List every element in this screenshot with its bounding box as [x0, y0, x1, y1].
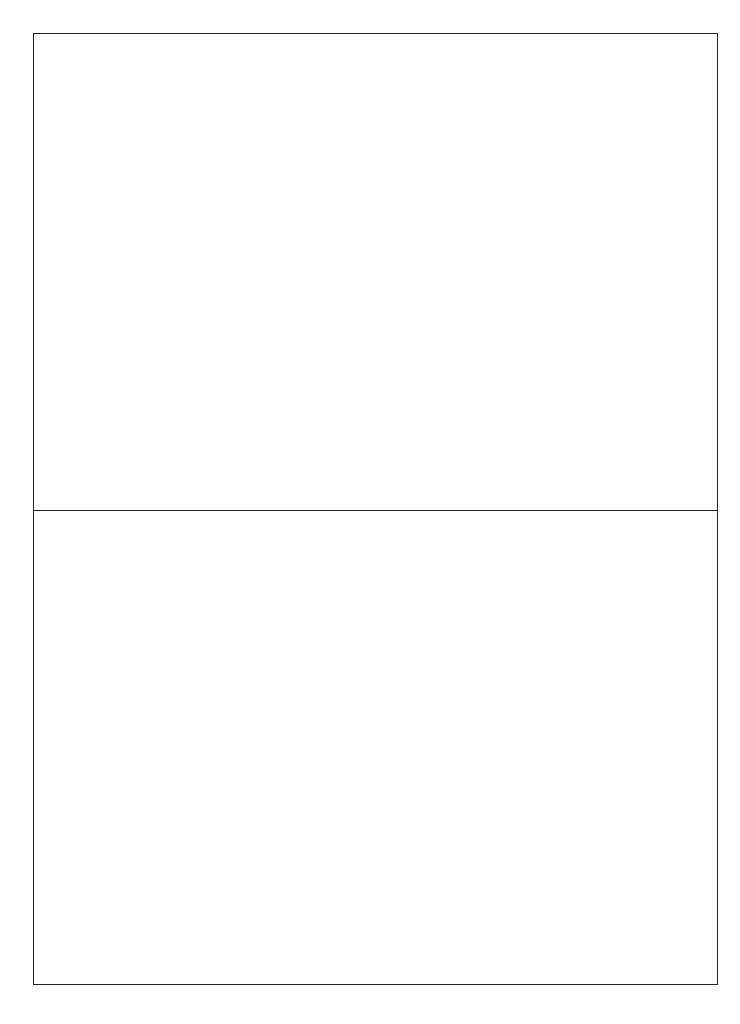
roster-table — [33, 33, 718, 985]
roster-top-half — [34, 34, 717, 511]
roster-bottom-half — [34, 510, 717, 984]
